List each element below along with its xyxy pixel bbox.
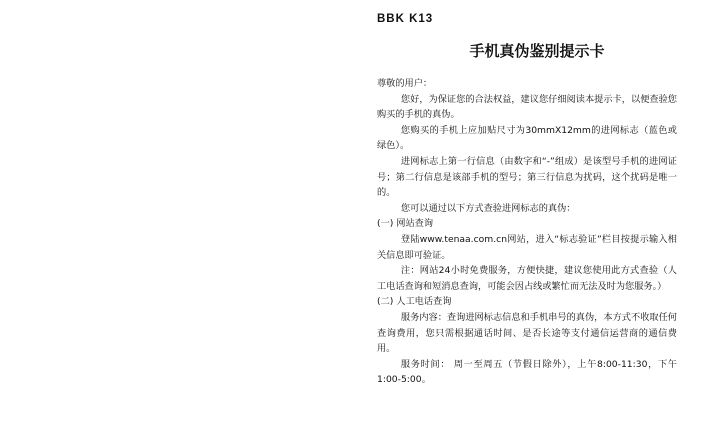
paragraph-label-size: 您购买的手机上应加贴尺寸为30mmX12mm的进网标志（蓝色或绿色）。 — [377, 124, 677, 152]
page-title: 手机真伪鉴别提示卡 — [469, 42, 605, 60]
section-heading-phone: (二) 人工电话查询 — [377, 296, 452, 308]
paragraph-verify-methods: 您可以通过以下方式查验进网标志的真伪： — [400, 202, 576, 214]
paragraph-intro: 您好，为保证您的合法权益，建议您仔细阅读本提示卡，以便查验您购买的手机的真伪。 — [377, 93, 677, 121]
greeting: 尊敬的用户： — [377, 78, 433, 89]
paragraph-website-note: 注：网站24小时免费服务，方便快捷，建议您使用此方式查验（人工电话查询和短消息查询，可能会因占线或繁忙而无法及时为您服务。） — [377, 265, 677, 292]
document-page — [377, 10, 677, 388]
paragraph-service-hours: 服务时间： 周一至周五（节假日除外），上午8:00-11:30，下午1:00-5:00。 — [377, 358, 677, 386]
brand-model-header: BBK K13 — [377, 13, 434, 25]
paragraph-label-info: 进网标志上第一行信息（由数字和“-”组成）是该型号手机的进网证号；第二行信息是该部手机的型号；第三行信息为扰码，这个扰码是唯一的。 — [377, 155, 677, 199]
paragraph-website-login: 登陆www.tenaa.com.cn网站，进入“标志验证”栏目按提示输入相关信息即可验证。 — [377, 233, 677, 261]
document-body — [377, 76, 677, 388]
paragraph-service-content: 服务内容：查询进网标志信息和手机串号的真伪，本方式不收取任何查询费用，您只需根据通话时间、是否长途等支付通信运营商的通信费用。 — [377, 311, 677, 355]
section-heading-website: (一) 网站查询 — [377, 218, 434, 230]
